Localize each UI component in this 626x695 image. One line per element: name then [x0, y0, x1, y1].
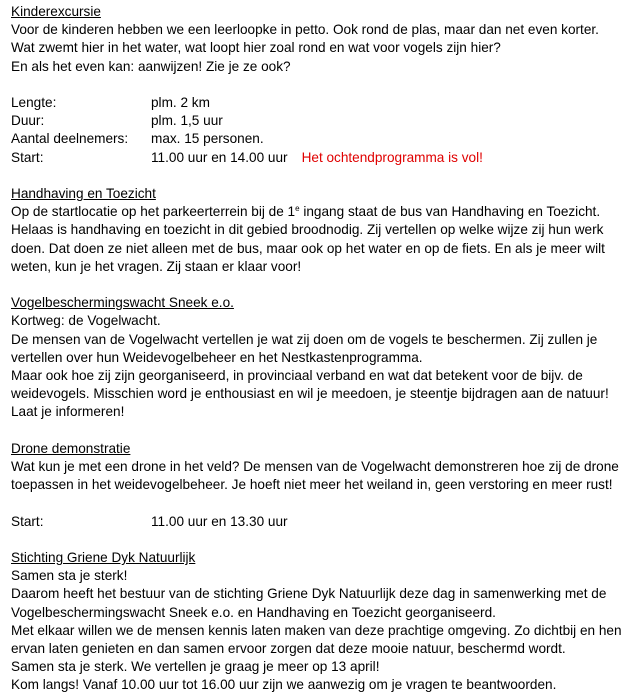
blank-line — [11, 167, 616, 185]
detail-label: Start: — [11, 513, 44, 529]
paragraph-line: Kom langs! Vanaf 10.00 uur tot 16.00 uur zijn we aanwezig om je vragen te beantwoorden. — [11, 677, 557, 693]
full-notice: Het ochtendprogramma is vol! — [301, 149, 483, 165]
paragraph-line: Voor de kinderen hebben we een leerloopke in petto. Ook rond de plas, maar dan net even korter. — [11, 22, 599, 38]
detail-label: Duur: — [11, 113, 45, 129]
paragraph-line: Daarom heeft het bestuur van de stichting Griene Dyk Natuurlijk deze dag in samenwerking met de — [11, 586, 607, 602]
detail-row-length — [11, 94, 616, 112]
paragraph-line: Maar ook hoe zij zijn georganiseerd, in provinciaal verband en wat dat betekent voor de bijv. de — [11, 368, 583, 384]
detail-row-participants — [11, 130, 616, 148]
section-heading-drone: Drone demonstratie — [11, 440, 131, 456]
detail-label: Lengte: — [11, 95, 57, 110]
paragraph-line: weten, kun je het vragen. Zij staan er klaar voor! — [11, 258, 302, 274]
paragraph-line: Helaas is handhaving en toezicht in dit gebied broodnodig. Zij vertellen op welke wijze zij hun werk — [11, 222, 604, 238]
paragraph-line: En als het even kan: aanwijzen! Zie je ze ook? — [11, 58, 291, 74]
paragraph-line: Met elkaar willen we de mensen kennis laten maken van deze prachtige omgeving. Zo dichtbij en hen — [11, 622, 622, 638]
blank-line — [11, 422, 616, 440]
section-heading-handhaving: Handhaving en Toezicht — [11, 186, 156, 201]
detail-value: plm. 1,5 uur — [151, 113, 223, 129]
paragraph-line — [11, 203, 616, 221]
paragraph-line: doen. Dat doen ze niet alleen met de bus, maar ook op het water en op de fiets. En als je meer wilt — [11, 240, 605, 256]
paragraph-line: De mensen van de Vogelwacht vertellen je wat zij doen om de vogels te beschermen. Zij zullen je — [11, 331, 598, 347]
detail-value: 11.00 uur en 13.30 uur — [151, 513, 288, 529]
detail-value: 11.00 uur en 14.00 uur — [151, 149, 288, 165]
detail-value: plm. 2 km — [151, 95, 210, 110]
ordinal-superscript: e — [295, 204, 300, 214]
detail-label: Aantal deelnemers: — [11, 131, 129, 147]
paragraph-line: ervan laten genieten en dan samen ervoor zorgen dat deze mooie natuur, beschermd wordt. — [11, 641, 566, 657]
paragraph-line: Kortweg: de Vogelwacht. — [11, 313, 161, 329]
paragraph-line: Vogelbeschermingswacht Sneek e.o. en Handhaving en Toezicht georganiseerd. — [11, 604, 496, 620]
detail-row-drone-start — [11, 513, 616, 531]
blank-line — [11, 276, 616, 294]
paragraph-line: Wat kun je met een drone in het veld? De mensen van de Vogelwacht demonstreren hoe zij de drone — [11, 459, 619, 475]
blank-line — [11, 76, 616, 94]
paragraph-line: Wat zwemt hier in het water, wat loopt hier zoal rond en wat voor vogels zijn hier? — [11, 40, 501, 56]
blank-line — [11, 531, 616, 549]
section-heading-vogelbeschermingswacht: Vogelbeschermingswacht Sneek e.o. — [11, 295, 234, 311]
paragraph-line: Samen sta je sterk. We vertellen je graag je meer op 13 april! — [11, 659, 380, 675]
paragraph-line: toepassen in het weidevogelbeheer. Je hoeft niet meer het weiland in, geen verstoring en meer rust! — [11, 477, 613, 493]
paragraph-line: Laat je informeren! — [11, 404, 125, 420]
detail-value: max. 15 personen. — [151, 131, 264, 147]
detail-label: Start: — [11, 149, 44, 165]
section-heading-kinderexcursie: Kinderexcursie — [11, 4, 101, 19]
text-fragment: ingang staat de bus van Handhaving en Toezicht. — [299, 204, 601, 220]
detail-row-duration — [11, 112, 616, 130]
paragraph-line: Samen sta je sterk! — [11, 568, 128, 584]
section-heading-stichting: Stichting Griene Dyk Natuurlijk — [11, 550, 196, 565]
paragraph-line: weidevogels. Misschien word je enthousiast en wil je meedoen, je steentje bijdragen aan de natuur! — [11, 386, 609, 402]
detail-row-start — [11, 149, 616, 167]
blank-line — [11, 494, 616, 512]
paragraph-line: vertellen over hun Weidevogelbeheer en het Nestkastenprogramma. — [11, 349, 423, 365]
text-fragment: Op de startlocatie op het parkeerterrein bij de 1 — [11, 204, 296, 220]
